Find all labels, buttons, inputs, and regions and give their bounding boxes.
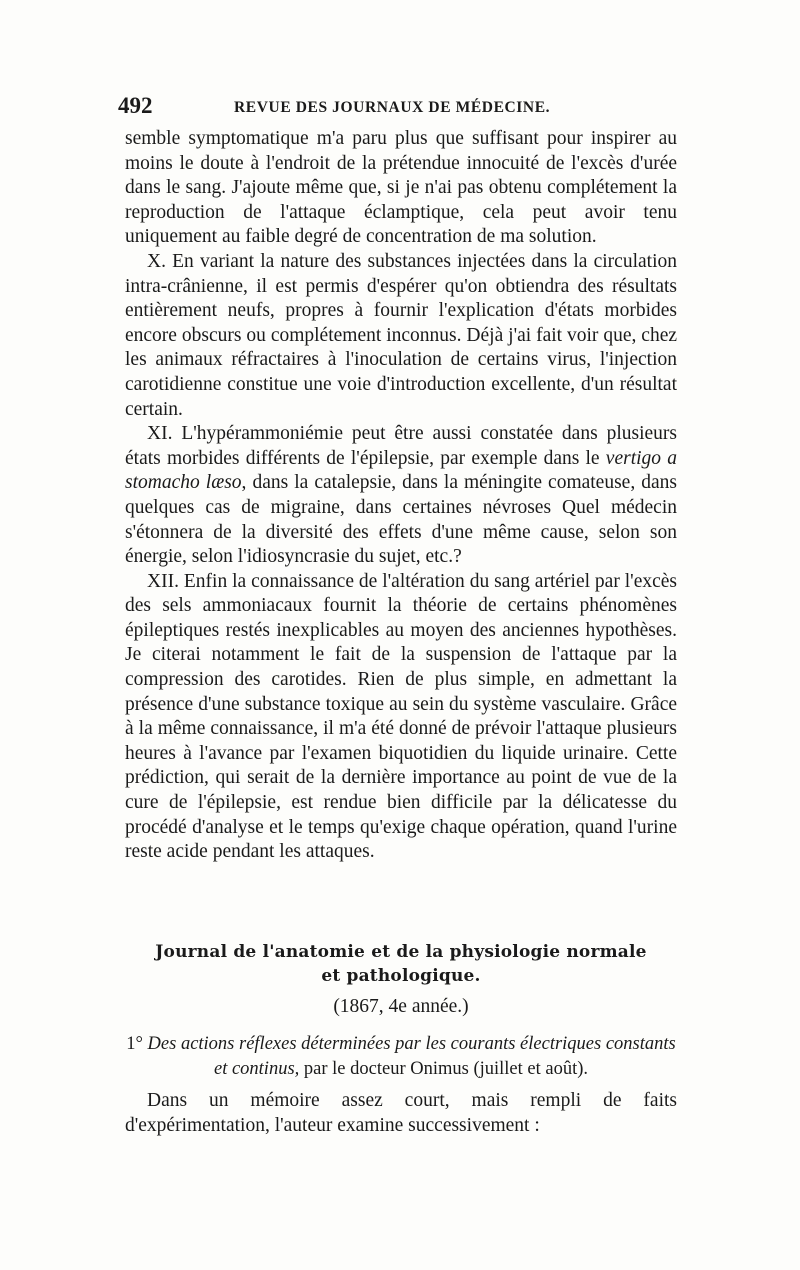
- article-title-italic: Des actions réflexes déterminées par les courants électriques constants et continus,: [147, 1034, 676, 1079]
- final-paragraph: Dans un mémoire assez court, mais rempli de faits d'expérimentation, l'auteur examine successivement :: [125, 1090, 677, 1136]
- paragraph-xii: XII. Enfin la connaissance de l'altération du sang artériel par l'excès des sels ammoniacaux fournit la théorie de certains phénomènes épileptiques restés inexplicables au moyen des anciennes hypothèses. Je citerai notamment le fait de la suspension de l'attaque par la compression des carotides. Rien de plus simple, en admettant la présence d'une substance toxique au sein du système vasculaire. Grâce à la même connaissance, il m'a été donné de prévoir l'attaque plusieurs heures à l'avance par l'examen biquotidien du liquide urinaire. Cette prédiction, qui serait de la dernière importance au point de vue de la cure de l'épilepsie, est rendue bien difficile par la délicatesse du procédé d'analyse et le temps qu'exige chaque opération, quand l'urine reste acide pendant les attaques.: [125, 570, 677, 863]
- paragraph-continued: semble symptomatique m'a paru plus que suffisant pour inspirer au moins le doute à l'endroit de la prétendue innocuité de l'excès d'urée dans le sang. J'ajoute même que, si je n'ai pas obtenu complétement la reproduction de l'attaque éclamptique, cela peut avoir tenu uniquement au faible degré de concentration de ma solution.: [125, 128, 677, 248]
- page-number: 492: [118, 93, 153, 118]
- article-title: [118, 1032, 684, 1082]
- paragraph-x: X. En variant la nature des substances injectées dans la circulation intra-crânienne, il est permis d'espérer qu'on obtiendra des résultats entièrement neufs, propres à fournir l'explication d'états morbides encore obscurs ou complétement inconnus. Déjà j'ai fait voir que, chez les animaux réfractaires à l'inoculation de certains virus, l'injection carotidienne constitue une voie d'introduction excellente, d'un résultat certain.: [125, 250, 677, 420]
- paragraph-xi-after: , dans la catalepsie, dans la méningite comateuse, dans quelques cas de migraine, dans certaines névroses Quel médecin s'étonnera de la diversité des effets d'une même cause, selon son énergie, selon l'idiosyncrasie du sujet, etc.?: [125, 472, 677, 568]
- journal-heading: [118, 940, 684, 1020]
- paragraph-xi-latin-term: vertigo a stomacho læso: [125, 447, 677, 494]
- paragraph-xi-before: XI. L'hypérammoniémie peut être aussi constatée dans plusieurs états morbides différents de l'épilepsie, par exemple dans le: [125, 423, 677, 469]
- journal-year: (1867, 4e année.): [333, 996, 469, 1017]
- body-text: [125, 127, 677, 865]
- final-text: [125, 1089, 677, 1138]
- paragraph-xi: [125, 422, 677, 570]
- journal-title-line-2: et pathologique.: [321, 966, 481, 986]
- journal-title-line-1: Journal de l'anatomie et de la physiologie normale: [155, 942, 647, 962]
- running-title: REVUE DES JOURNAUX DE MÉDECINE.: [234, 99, 551, 116]
- article-author: par le docteur Onimus (juillet et août).: [299, 1059, 589, 1079]
- page-header: [118, 93, 678, 123]
- article-number: 1°: [126, 1034, 143, 1054]
